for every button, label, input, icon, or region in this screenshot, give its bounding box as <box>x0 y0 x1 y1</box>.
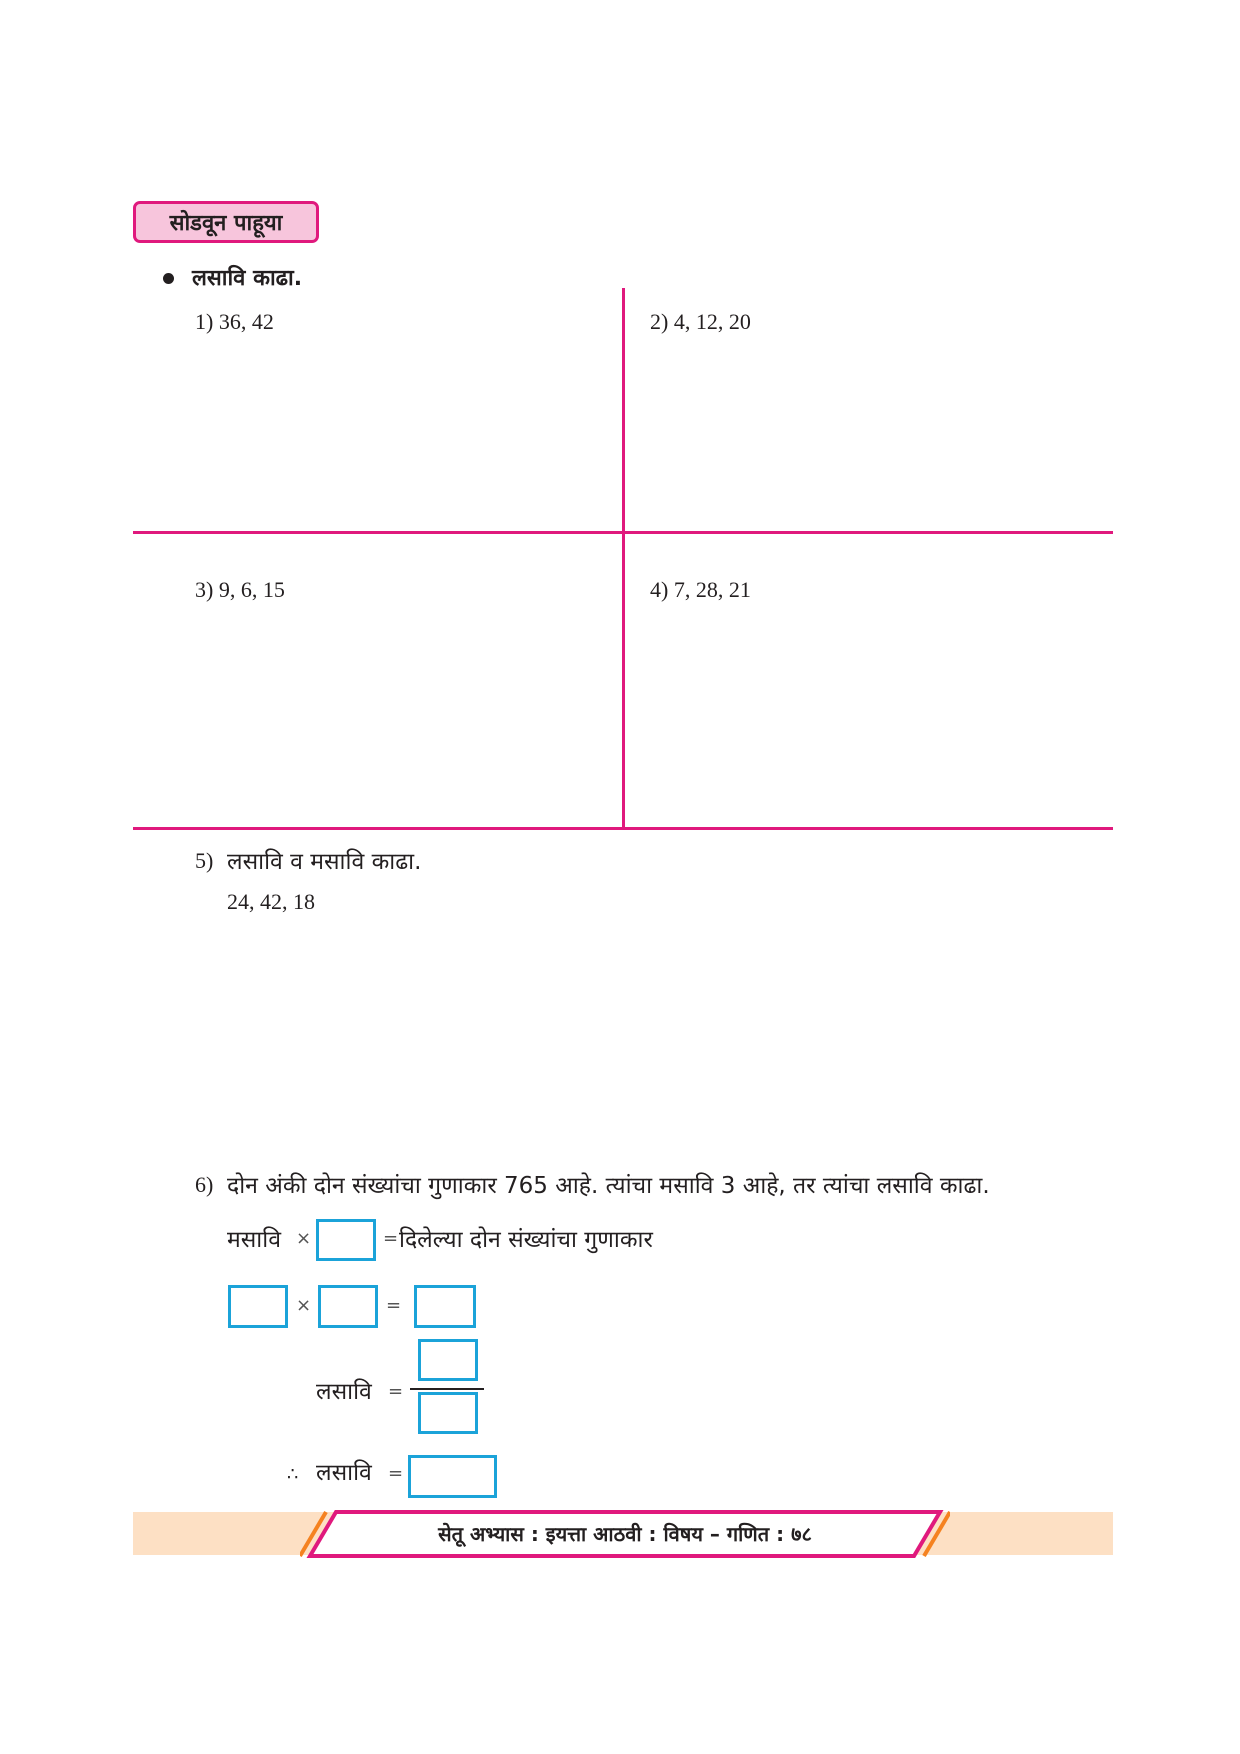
question-2: 2) 4, 12, 20 <box>650 309 751 334</box>
answer-box-factor-2[interactable] <box>318 1285 378 1328</box>
lasavi-label: लसावि <box>316 1379 372 1405</box>
equals-sign-4: = <box>388 1463 404 1484</box>
times-sign-1: × <box>296 1228 312 1249</box>
answer-box-denominator[interactable] <box>418 1392 478 1434</box>
grid-horizontal-line-2 <box>133 827 1113 830</box>
question-1: 1) 36, 42 <box>195 309 274 334</box>
answer-box-final[interactable] <box>408 1455 497 1498</box>
therefore-sign: ∴ <box>287 1464 299 1485</box>
product-text: दिलेल्या दोन संख्यांचा गुणाकार <box>399 1227 653 1253</box>
fraction-line <box>410 1388 484 1390</box>
question-3: 3) 9, 6, 15 <box>195 577 285 602</box>
question-5-number: 5) <box>195 848 214 873</box>
answer-box-numerator[interactable] <box>418 1339 478 1381</box>
question-4: 4) 7, 28, 21 <box>650 577 751 602</box>
bullet-icon <box>163 273 174 284</box>
times-sign-2: × <box>296 1295 312 1316</box>
question-5-text: लसावि व मसावि काढा. <box>227 849 422 875</box>
answer-box-product[interactable] <box>414 1285 476 1328</box>
footer-text: सेतू अभ्यास : इयत्ता आठवी : विषय – गणित : ७८ <box>438 1522 812 1546</box>
grid-horizontal-line-1 <box>133 531 1113 534</box>
section-heading <box>133 201 319 243</box>
equals-sign-2: = <box>386 1295 402 1316</box>
answer-box-lasavi[interactable] <box>316 1219 376 1261</box>
lasavi-label-final: लसावि <box>316 1460 372 1486</box>
equals-sign-1: = <box>383 1228 399 1249</box>
answer-box-factor-1[interactable] <box>228 1285 288 1328</box>
masavi-label: मसावि <box>227 1227 282 1253</box>
instruction-text: लसावि काढा. <box>192 266 303 291</box>
question-6-text: दोन अंकी दोन संख्यांचा गुणाकार 765 आहे. त्यांचा मसावि 3 आहे, तर त्यांचा लसावि काढा. <box>227 1173 990 1199</box>
question-6-number: 6) <box>195 1172 214 1197</box>
equals-sign-3: = <box>388 1381 404 1402</box>
section-heading-label: सोडवून पाहूया <box>169 211 283 236</box>
question-5-numbers: 24, 42, 18 <box>227 889 315 914</box>
grid-vertical-line <box>622 288 625 828</box>
